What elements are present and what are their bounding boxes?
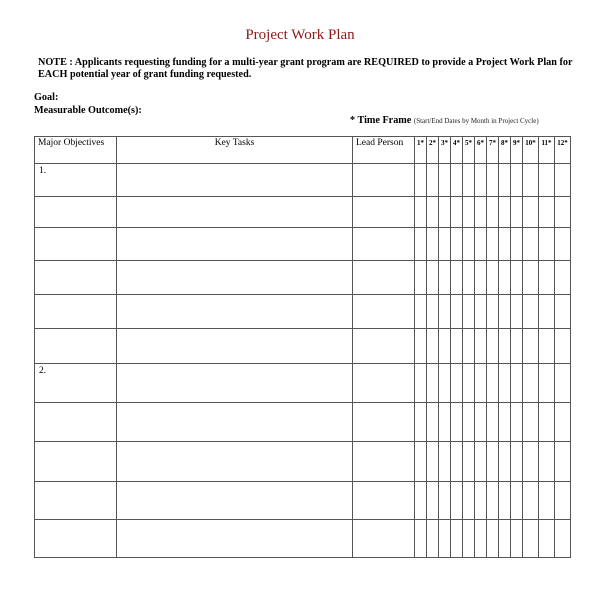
month-cell[interactable] xyxy=(499,441,511,481)
table-row xyxy=(35,261,571,295)
month-cell[interactable] xyxy=(415,329,427,364)
month-cell[interactable] xyxy=(511,481,523,519)
goal-label: Goal: xyxy=(34,92,59,103)
table-body xyxy=(35,164,571,558)
work-plan-table xyxy=(34,136,571,558)
month-cell[interactable] xyxy=(427,164,439,197)
header-month: 6* xyxy=(475,137,487,164)
header-month: 2* xyxy=(427,137,439,164)
month-cell[interactable] xyxy=(415,364,427,402)
month-cell[interactable] xyxy=(523,295,539,329)
month-cell[interactable] xyxy=(475,481,487,519)
lead-person-cell[interactable] xyxy=(353,295,415,329)
lead-person-cell[interactable] xyxy=(353,364,415,402)
month-cell[interactable] xyxy=(427,261,439,295)
table-row xyxy=(35,197,571,228)
month-cell[interactable] xyxy=(511,441,523,481)
month-cell[interactable] xyxy=(451,197,463,228)
month-cell[interactable] xyxy=(475,364,487,402)
month-cell[interactable] xyxy=(427,402,439,441)
month-cell[interactable] xyxy=(499,364,511,402)
header-month: 7* xyxy=(487,137,499,164)
month-cell[interactable] xyxy=(499,519,511,557)
month-cell[interactable] xyxy=(475,441,487,481)
month-cell[interactable] xyxy=(475,329,487,364)
key-task-cell[interactable] xyxy=(117,364,353,402)
month-cell[interactable] xyxy=(451,402,463,441)
month-cell[interactable] xyxy=(523,164,539,197)
month-cell[interactable] xyxy=(427,481,439,519)
month-cell[interactable] xyxy=(439,228,451,261)
table-row xyxy=(35,519,571,557)
month-cell[interactable] xyxy=(523,519,539,557)
table-row xyxy=(35,329,571,364)
header-tasks: Key Tasks xyxy=(117,137,353,164)
month-cell[interactable] xyxy=(451,364,463,402)
table-row xyxy=(35,441,571,481)
month-cell[interactable] xyxy=(439,364,451,402)
month-cell[interactable] xyxy=(463,364,475,402)
header-month: 5* xyxy=(463,137,475,164)
month-cell[interactable] xyxy=(427,364,439,402)
month-cell[interactable] xyxy=(415,295,427,329)
month-cell[interactable] xyxy=(523,364,539,402)
outcome-label: Measurable Outcome(s): xyxy=(34,105,142,116)
timeframe-desc: (Start/End Dates by Month in Project Cycle) xyxy=(413,117,539,125)
month-cell[interactable] xyxy=(487,164,499,197)
month-cell[interactable] xyxy=(539,197,555,228)
month-cell[interactable] xyxy=(463,329,475,364)
month-cell[interactable] xyxy=(555,164,571,197)
lead-person-cell[interactable] xyxy=(353,519,415,557)
header-month: 4* xyxy=(451,137,463,164)
month-cell[interactable] xyxy=(427,295,439,329)
header-month: 11* xyxy=(539,137,555,164)
month-cell[interactable] xyxy=(415,261,427,295)
month-cell[interactable] xyxy=(539,228,555,261)
month-cell[interactable] xyxy=(427,519,439,557)
month-cell[interactable] xyxy=(463,402,475,441)
month-cell[interactable] xyxy=(427,197,439,228)
month-cell[interactable] xyxy=(555,197,571,228)
key-task-cell[interactable] xyxy=(117,441,353,481)
month-cell[interactable] xyxy=(539,481,555,519)
month-cell[interactable] xyxy=(475,295,487,329)
month-cell[interactable] xyxy=(511,329,523,364)
month-cell[interactable] xyxy=(523,402,539,441)
month-cell[interactable] xyxy=(511,402,523,441)
objective-cell[interactable] xyxy=(35,197,117,228)
lead-person-cell[interactable] xyxy=(353,441,415,481)
month-cell[interactable] xyxy=(555,441,571,481)
objective-cell[interactable] xyxy=(35,261,117,295)
key-task-cell[interactable] xyxy=(117,295,353,329)
table-row xyxy=(35,295,571,329)
lead-person-cell[interactable] xyxy=(353,164,415,197)
month-cell[interactable] xyxy=(539,364,555,402)
month-cell[interactable] xyxy=(511,519,523,557)
month-cell[interactable] xyxy=(511,228,523,261)
page-title: Project Work Plan xyxy=(245,27,355,43)
month-cell[interactable] xyxy=(523,228,539,261)
month-cell[interactable] xyxy=(439,329,451,364)
month-cell[interactable] xyxy=(487,364,499,402)
note-text: NOTE : Applicants requesting funding for a multi-year grant program are REQUIRED to provide a Project Work Plan for EACH potential year of grant funding requested. xyxy=(38,57,573,80)
header-month: 12* xyxy=(555,137,571,164)
table-row xyxy=(35,164,571,197)
month-cell[interactable] xyxy=(555,481,571,519)
key-task-cell[interactable] xyxy=(117,519,353,557)
month-cell[interactable] xyxy=(451,519,463,557)
month-cell[interactable] xyxy=(451,295,463,329)
month-cell[interactable] xyxy=(487,228,499,261)
month-cell[interactable] xyxy=(499,481,511,519)
month-cell[interactable] xyxy=(487,441,499,481)
lead-person-cell[interactable] xyxy=(353,197,415,228)
header-month: 8* xyxy=(499,137,511,164)
key-task-cell[interactable] xyxy=(117,481,353,519)
month-cell[interactable] xyxy=(415,519,427,557)
month-cell[interactable] xyxy=(439,261,451,295)
header-objectives: Major Objectives xyxy=(35,137,117,164)
month-cell[interactable] xyxy=(511,261,523,295)
month-cell[interactable] xyxy=(499,261,511,295)
month-cell[interactable] xyxy=(415,402,427,441)
table-row xyxy=(35,402,571,441)
month-cell[interactable] xyxy=(439,519,451,557)
month-cell[interactable] xyxy=(415,197,427,228)
lead-person-cell[interactable] xyxy=(353,261,415,295)
month-cell[interactable] xyxy=(499,197,511,228)
month-cell[interactable] xyxy=(451,329,463,364)
lead-person-cell[interactable] xyxy=(353,228,415,261)
month-cell[interactable] xyxy=(463,519,475,557)
objective-cell[interactable] xyxy=(35,228,117,261)
month-cell[interactable] xyxy=(475,519,487,557)
month-cell[interactable] xyxy=(499,164,511,197)
month-cell[interactable] xyxy=(499,402,511,441)
month-cell[interactable] xyxy=(511,364,523,402)
lead-person-cell[interactable] xyxy=(353,329,415,364)
timeframe-label: * Time Frame xyxy=(350,115,412,126)
month-cell[interactable] xyxy=(427,329,439,364)
key-task-cell[interactable] xyxy=(117,329,353,364)
month-cell[interactable] xyxy=(475,197,487,228)
key-task-cell[interactable] xyxy=(117,228,353,261)
month-cell[interactable] xyxy=(539,441,555,481)
table-row xyxy=(35,481,571,519)
key-task-cell[interactable] xyxy=(117,197,353,228)
month-cell[interactable] xyxy=(511,295,523,329)
objective-cell[interactable] xyxy=(35,441,117,481)
month-cell[interactable] xyxy=(555,295,571,329)
objective-cell[interactable] xyxy=(35,481,117,519)
month-cell[interactable] xyxy=(487,295,499,329)
month-cell[interactable] xyxy=(439,197,451,228)
month-cell[interactable] xyxy=(555,402,571,441)
month-cell[interactable] xyxy=(523,481,539,519)
month-cell[interactable] xyxy=(415,481,427,519)
month-cell[interactable] xyxy=(451,228,463,261)
lead-person-cell[interactable] xyxy=(353,481,415,519)
month-cell[interactable] xyxy=(463,441,475,481)
month-cell[interactable] xyxy=(555,329,571,364)
month-cell[interactable] xyxy=(427,228,439,261)
month-cell[interactable] xyxy=(475,164,487,197)
objective-cell[interactable]: 2. xyxy=(35,364,117,402)
key-task-cell[interactable] xyxy=(117,402,353,441)
month-cell[interactable] xyxy=(451,441,463,481)
month-cell[interactable] xyxy=(511,197,523,228)
month-cell[interactable] xyxy=(463,481,475,519)
month-cell[interactable] xyxy=(439,441,451,481)
month-cell[interactable] xyxy=(523,197,539,228)
month-cell[interactable] xyxy=(511,164,523,197)
month-cell[interactable] xyxy=(475,402,487,441)
month-cell[interactable] xyxy=(439,481,451,519)
month-cell[interactable] xyxy=(487,519,499,557)
month-cell[interactable] xyxy=(523,329,539,364)
month-cell[interactable] xyxy=(539,402,555,441)
header-month: 1* xyxy=(415,137,427,164)
lead-person-cell[interactable] xyxy=(353,402,415,441)
month-cell[interactable] xyxy=(463,197,475,228)
month-cell[interactable] xyxy=(463,164,475,197)
month-cell[interactable] xyxy=(523,261,539,295)
month-cell[interactable] xyxy=(499,295,511,329)
header-lead: Lead Person xyxy=(353,137,415,164)
header-month: 3* xyxy=(439,137,451,164)
month-cell[interactable] xyxy=(463,295,475,329)
objective-cell[interactable] xyxy=(35,295,117,329)
month-cell[interactable] xyxy=(487,329,499,364)
key-task-cell[interactable] xyxy=(117,261,353,295)
month-cell[interactable] xyxy=(415,164,427,197)
header-month: 10* xyxy=(523,137,539,164)
month-cell[interactable] xyxy=(539,329,555,364)
objective-cell[interactable] xyxy=(35,329,117,364)
month-cell[interactable] xyxy=(451,164,463,197)
month-cell[interactable] xyxy=(539,295,555,329)
month-cell[interactable] xyxy=(523,441,539,481)
month-cell[interactable] xyxy=(487,402,499,441)
objective-cell[interactable] xyxy=(35,519,117,557)
month-cell[interactable] xyxy=(539,261,555,295)
month-cell[interactable] xyxy=(487,481,499,519)
month-cell[interactable] xyxy=(463,228,475,261)
month-cell[interactable] xyxy=(475,228,487,261)
month-cell[interactable] xyxy=(539,164,555,197)
table-row xyxy=(35,364,571,402)
month-cell[interactable] xyxy=(415,228,427,261)
month-cell[interactable] xyxy=(555,261,571,295)
month-cell[interactable] xyxy=(539,519,555,557)
month-cell[interactable] xyxy=(427,441,439,481)
month-cell[interactable] xyxy=(555,519,571,557)
month-cell[interactable] xyxy=(451,261,463,295)
month-cell[interactable] xyxy=(487,261,499,295)
month-cell[interactable] xyxy=(555,364,571,402)
month-cell[interactable] xyxy=(415,441,427,481)
month-cell[interactable] xyxy=(499,329,511,364)
objective-cell[interactable] xyxy=(35,402,117,441)
timeframe-caption xyxy=(350,115,539,126)
month-cell[interactable] xyxy=(439,402,451,441)
month-cell[interactable] xyxy=(451,481,463,519)
month-cell[interactable] xyxy=(555,228,571,261)
month-cell[interactable] xyxy=(439,164,451,197)
header-row xyxy=(35,137,571,164)
month-cell[interactable] xyxy=(499,228,511,261)
month-cell[interactable] xyxy=(475,261,487,295)
month-cell[interactable] xyxy=(487,197,499,228)
month-cell[interactable] xyxy=(463,261,475,295)
objective-cell[interactable]: 1. xyxy=(35,164,117,197)
table-row xyxy=(35,228,571,261)
header-month: 9* xyxy=(511,137,523,164)
key-task-cell[interactable] xyxy=(117,164,353,197)
month-cell[interactable] xyxy=(439,295,451,329)
